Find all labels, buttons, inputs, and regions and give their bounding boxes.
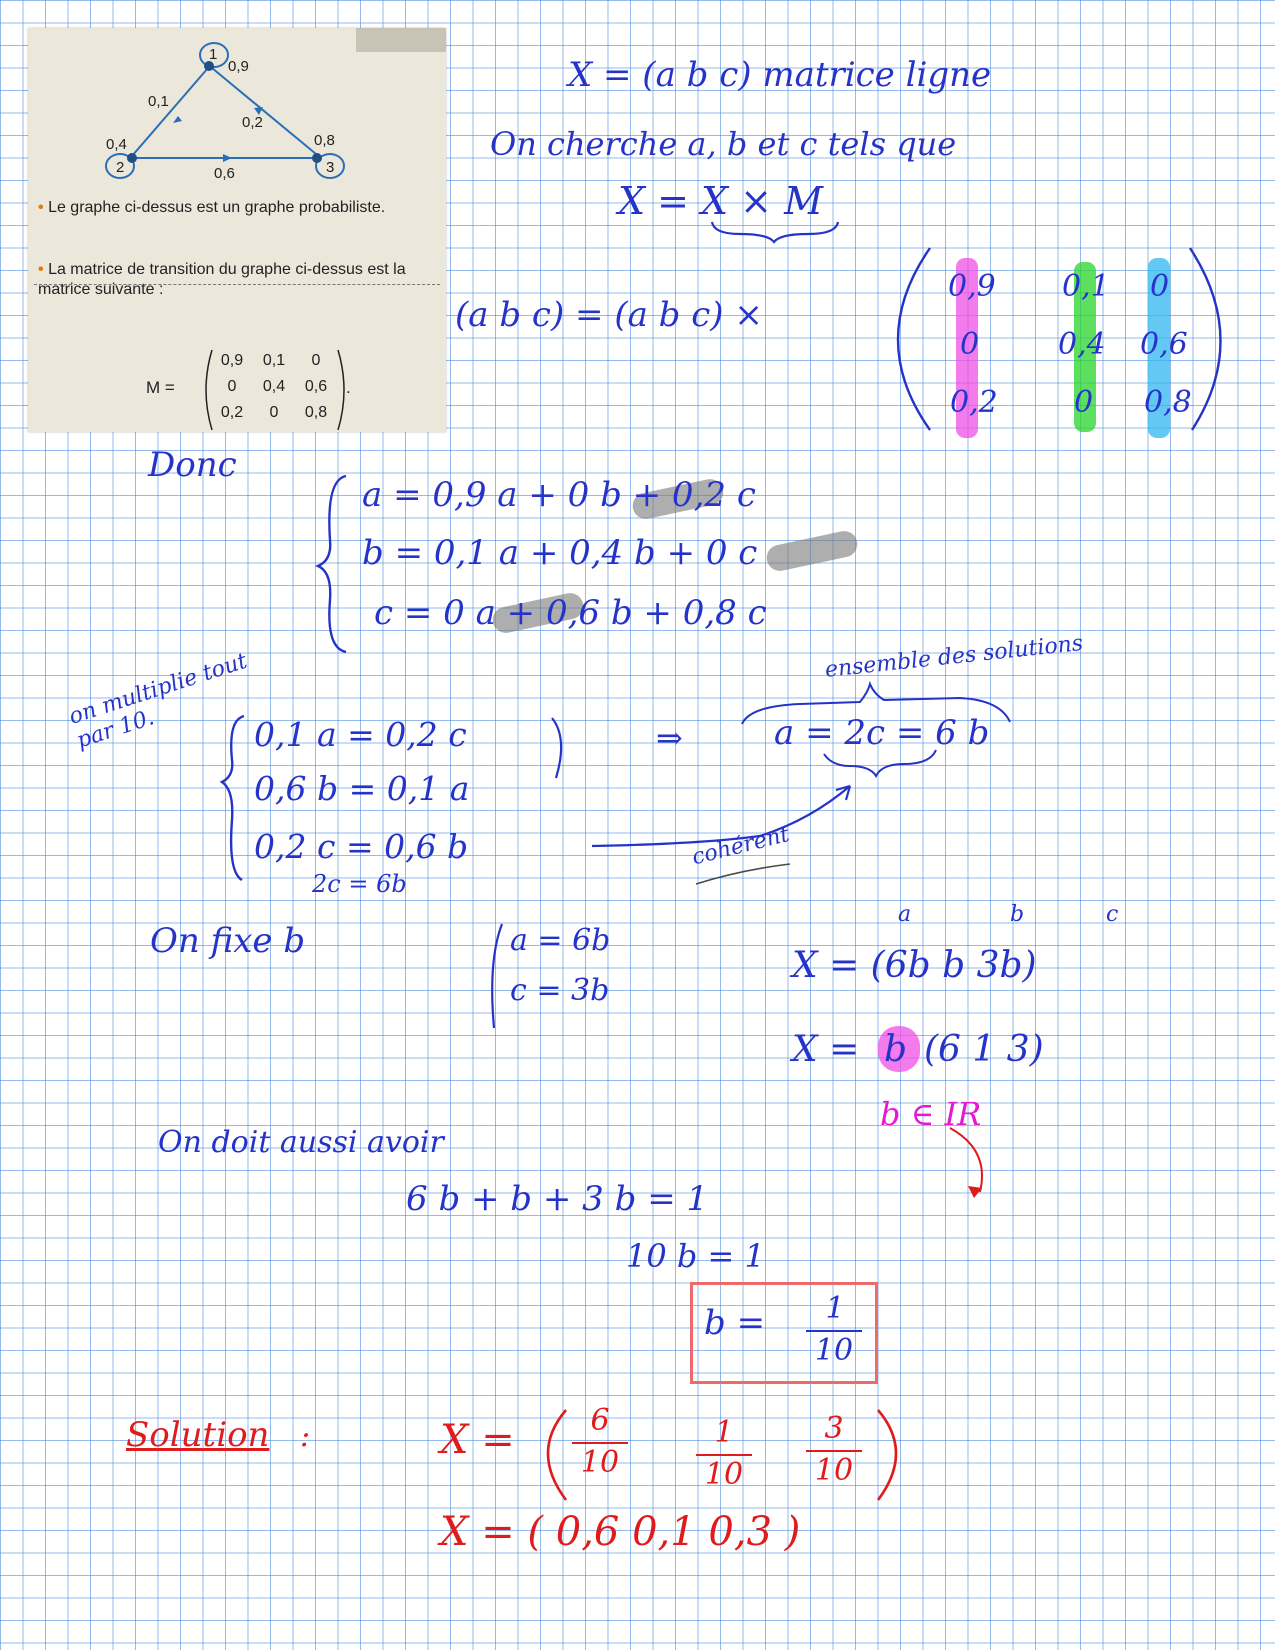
coherent-label: cohérent (689, 822, 792, 871)
sum-equation: 6 b + b + 3 b = 1 (406, 1179, 709, 1219)
statement-graph: • Le graphe ci-dessus est un graphe probabiliste. (38, 199, 386, 216)
system-eq-c: c = 0 a + 0,6 b + 0,8 c (374, 593, 767, 633)
bm-cell: 0,6 (1140, 327, 1188, 362)
transition-matrix (208, 350, 342, 430)
sol-frac-3-bar (806, 1450, 862, 1452)
solution-prefix: X = (440, 1417, 515, 1463)
node-label-1: 1 (209, 46, 218, 63)
x-factored-prefix: X = (792, 1029, 860, 1070)
m-cell: 0 (227, 378, 237, 395)
m-cell: 0,6 (304, 378, 328, 395)
bm-cell: 0 (1074, 385, 1094, 420)
solution-chain: a = 2c = 6 b (774, 713, 990, 753)
node-2 (127, 153, 137, 163)
bm-cell: 0 (1150, 269, 1170, 304)
m-cell: 0,4 (262, 378, 286, 395)
edge-label-1-2: 0,1 (148, 93, 169, 110)
bm-cell: 0,8 (1144, 385, 1192, 420)
b-result-num: 1 (825, 1291, 845, 1326)
x-row-with-b: X = (6b b 3b) (792, 945, 1037, 986)
product-equation: (a b c) = (a b c) × (455, 295, 763, 335)
solution-decimal: X = ( 0,6 0,1 0,3 ) (440, 1509, 801, 1555)
solution-label: Solution (126, 1415, 270, 1455)
must-also-have: On doit aussi avoir (158, 1125, 444, 1160)
m-cell: 0,1 (262, 352, 286, 369)
b-in-reals: b ∈ IR (880, 1095, 982, 1133)
sol-frac-1-bar (572, 1442, 628, 1444)
col-label-a: a (898, 902, 912, 927)
system-eq-b: b = 0,1 a + 0,4 b + 0 c (362, 533, 758, 573)
col-label-c: c (1106, 902, 1119, 927)
sol-frac-3-num: 3 (824, 1411, 844, 1446)
m-cell: 0 (269, 404, 279, 421)
edge-label-3-1: 0,2 (242, 114, 263, 131)
x-factored-vector: (6 1 3) (924, 1029, 1044, 1070)
ten-b-equation: 10 b = 1 (626, 1237, 765, 1275)
node-label-2: 2 (116, 159, 125, 176)
sol-frac-2-bar (696, 1454, 752, 1456)
fix-b-label: On fixe b (150, 921, 306, 961)
find-abc-line: On cherche a, b et c tels que (490, 125, 957, 163)
sol-frac-3-den: 10 (814, 1453, 854, 1488)
b-fraction-bar (806, 1330, 862, 1332)
bm-cell: 0,2 (950, 385, 998, 420)
bm-cell: 0,9 (948, 269, 996, 304)
fix-eq-a: a = 6b (510, 923, 611, 958)
m-cell: 0,8 (304, 404, 328, 421)
edge-label-2-2: 0,4 (106, 136, 127, 153)
edge-label-3-3: 0,8 (314, 132, 335, 149)
x-factored-b: b (884, 1029, 908, 1070)
edge-1-2 (132, 68, 208, 156)
statement-matrix: • La matrice de transition du graphe ci-dessus est la matrice suivante : (38, 261, 406, 298)
equation-x-xm: X = X × M (618, 179, 824, 223)
solution-set-label: ensemble des solutions (823, 630, 1085, 683)
sys2-eq-2: 0,6 b = 0,1 a (254, 769, 470, 808)
textbook-header-strip (356, 28, 446, 52)
m-cell: 0 (311, 352, 321, 369)
node-label-3: 3 (326, 159, 335, 176)
edge-3-1 (212, 68, 316, 154)
def-x-row-matrix: X = (a b c) matrice ligne (568, 55, 992, 95)
multiply-note: on multiplie tout par 10. (66, 648, 251, 754)
bm-cell: 0,1 (1062, 269, 1110, 304)
strike-0c (764, 529, 859, 574)
matrix-period: . (346, 378, 351, 397)
bm-cell: 0,4 (1058, 327, 1106, 362)
m-cell: 0,2 (220, 404, 244, 421)
system-eq-a: a = 0,9 a + 0 b + 0,2 c (362, 475, 756, 515)
sol-frac-1-den: 10 (580, 1445, 620, 1480)
implies-arrow: ⇒ (656, 719, 683, 757)
m-cell: 0,9 (220, 352, 244, 369)
col-label-b: b (1010, 902, 1025, 927)
textbook-excerpt (28, 28, 446, 432)
sol-frac-1-num: 6 (590, 1403, 610, 1438)
b-result-label: b = (704, 1303, 766, 1343)
solution-colon: : (300, 1419, 311, 1454)
sys2-eq-1: 0,1 a = 0,2 c (254, 715, 467, 754)
edge-label-2-3: 0,6 (214, 165, 235, 182)
b-result-den: 10 (814, 1333, 854, 1368)
fix-eq-c: c = 3b (510, 973, 610, 1008)
sol-frac-2-den: 10 (704, 1457, 744, 1492)
bm-cell: 0 (960, 327, 980, 362)
sol-frac-2-num: 1 (714, 1415, 734, 1450)
matrix-label: M = (146, 378, 175, 397)
sys2-note: 2c = 6b (312, 870, 407, 898)
sys2-eq-3: 0,2 c = 0,6 b (254, 827, 469, 866)
node-3 (312, 153, 322, 163)
edge-label-1-1: 0,9 (228, 58, 249, 75)
donc-label: Donc (148, 445, 237, 485)
